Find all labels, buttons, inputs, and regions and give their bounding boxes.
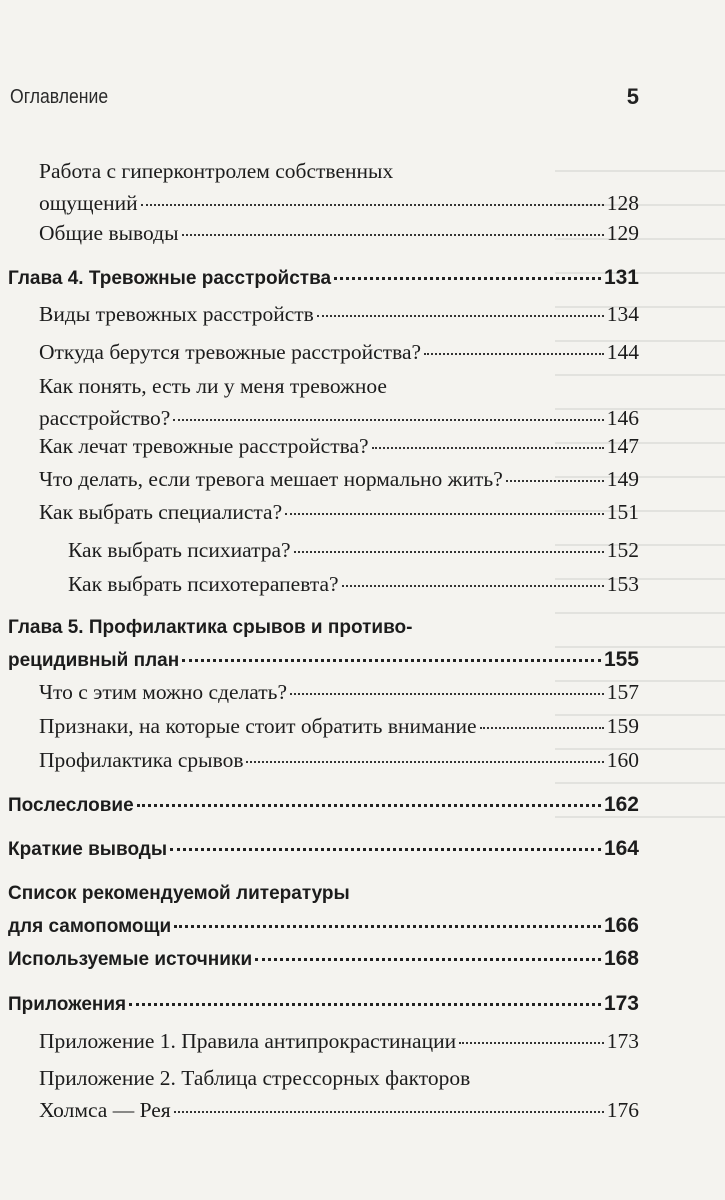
toc-entry-title: Профилактика срывов	[39, 748, 244, 772]
toc-entry-title: расстройство?	[39, 406, 171, 430]
dot-leader	[334, 277, 601, 280]
toc-entry-title: Краткие выводы	[8, 839, 168, 860]
toc-entry[interactable]	[39, 217, 639, 249]
toc-entry-page: 131	[603, 266, 639, 289]
toc-entry-page: 134	[606, 302, 639, 326]
toc-entry[interactable]	[39, 155, 639, 219]
toc-entry-page: 159	[606, 714, 639, 738]
toc-entry[interactable]	[39, 463, 639, 495]
toc-entry[interactable]	[39, 744, 639, 776]
toc-entry-page: 166	[603, 914, 639, 937]
toc-entry[interactable]	[39, 1025, 639, 1057]
toc-entry[interactable]	[39, 496, 639, 528]
toc-entry-title: Приложения	[8, 994, 127, 1015]
toc-entry-title: для самопомощи	[8, 916, 172, 937]
page-number: 5	[626, 84, 639, 109]
toc-entry-title: Как выбрать психиатра?	[68, 538, 291, 562]
toc-entry[interactable]	[39, 1062, 639, 1126]
toc-entry-title: Как лечат тревожные расстройства?	[39, 434, 369, 458]
toc-entry-page: 147	[606, 434, 639, 458]
dot-leader	[246, 761, 603, 763]
toc-entry[interactable]	[39, 430, 639, 462]
toc-entry-title-line: Список рекомендуемой литературы	[8, 883, 350, 904]
dot-leader	[424, 353, 604, 355]
toc-entry[interactable]	[8, 612, 639, 677]
toc-entry-title: Что с этим можно сделать?	[39, 680, 288, 704]
toc-entry-title: Общие выводы	[39, 221, 179, 245]
toc-entry-title: Используемые источники	[8, 949, 253, 970]
toc-entry-title: Признаки, на которые стоит обратить внимание	[39, 714, 477, 738]
toc-entry-title-line: Как понять, есть ли у меня тревожное	[39, 374, 387, 398]
toc-entry-title: Глава 4. Тревожные расстройства	[8, 268, 332, 289]
toc-entry[interactable]	[39, 370, 639, 434]
toc-entry[interactable]	[39, 676, 639, 708]
dot-leader	[182, 659, 601, 662]
toc-entry[interactable]	[8, 943, 639, 976]
toc-entry[interactable]	[68, 568, 639, 600]
toc-entry-title: Что делать, если тревога мешает нормально жить?	[39, 467, 503, 491]
toc-entry-title: ощущений	[39, 191, 138, 215]
toc-entry-page: 157	[606, 680, 639, 704]
toc-entry-page: 160	[606, 748, 639, 772]
dot-leader	[294, 551, 604, 553]
toc-entry[interactable]	[8, 789, 639, 822]
toc-entry[interactable]	[8, 833, 639, 866]
toc-entry-page: 128	[606, 191, 639, 215]
dot-leader	[317, 315, 604, 317]
toc-entry-title: Как выбрать психотерапевта?	[68, 572, 339, 596]
dot-leader	[372, 447, 604, 449]
toc-entry-page: 152	[606, 538, 639, 562]
toc-entry-title: Холмса — Рея	[39, 1098, 171, 1122]
dot-leader	[174, 1111, 604, 1113]
dot-leader	[290, 693, 604, 695]
toc-entry-page: 164	[603, 837, 639, 860]
toc-entry-title: Послесловие	[8, 795, 134, 816]
dot-leader	[174, 925, 601, 928]
toc-entry[interactable]	[39, 298, 639, 330]
toc-entry-title: Виды тревожных расстройств	[39, 302, 314, 326]
toc-entry-page: 144	[606, 340, 639, 364]
dot-leader	[285, 513, 604, 515]
toc-entry-page: 173	[603, 992, 639, 1015]
running-head: Оглавление	[10, 86, 109, 108]
toc-entry-title: Как выбрать специалиста?	[39, 500, 283, 524]
toc-entry-title-line: Работа с гиперконтролем собственных	[39, 159, 394, 183]
dot-leader	[459, 1042, 604, 1044]
toc-entry-page: 151	[606, 500, 639, 524]
toc-entry-page: 168	[603, 947, 639, 970]
dot-leader	[506, 480, 604, 482]
dot-leader	[129, 1003, 601, 1006]
toc-entry-page: 146	[606, 406, 639, 430]
toc-entry-page: 149	[606, 467, 639, 491]
toc-entry-page: 162	[603, 793, 639, 816]
dot-leader	[255, 958, 601, 961]
toc-entry[interactable]	[39, 336, 639, 368]
dot-leader	[141, 204, 604, 206]
dot-leader	[173, 419, 603, 421]
toc-entry-title: Откуда берутся тревожные расстройства?	[39, 340, 422, 364]
toc-entry[interactable]	[39, 710, 639, 742]
toc-entry-page: 155	[603, 648, 639, 671]
toc-entry-page: 129	[606, 221, 639, 245]
toc-entry[interactable]	[68, 534, 639, 566]
toc-entry-page: 176	[606, 1098, 639, 1122]
toc-entry[interactable]	[8, 988, 639, 1021]
dot-leader	[480, 727, 604, 729]
toc-entry-title-line: Приложение 2. Таблица стрессорных факторов	[39, 1066, 471, 1090]
toc-entry[interactable]	[8, 262, 639, 295]
dot-leader	[182, 234, 604, 236]
dot-leader	[170, 848, 601, 851]
toc-entry-title: Приложение 1. Правила антипрокрастинации	[39, 1029, 457, 1053]
toc-entry-page: 153	[606, 572, 639, 596]
toc-entry-page: 173	[606, 1029, 639, 1053]
dot-leader	[342, 585, 604, 587]
toc-entry-title: рецидивный план	[8, 650, 180, 671]
dot-leader	[137, 804, 601, 807]
toc-entry-title-line: Глава 5. Профилактика срывов и противо-	[8, 617, 413, 638]
toc-entry[interactable]	[8, 878, 639, 943]
